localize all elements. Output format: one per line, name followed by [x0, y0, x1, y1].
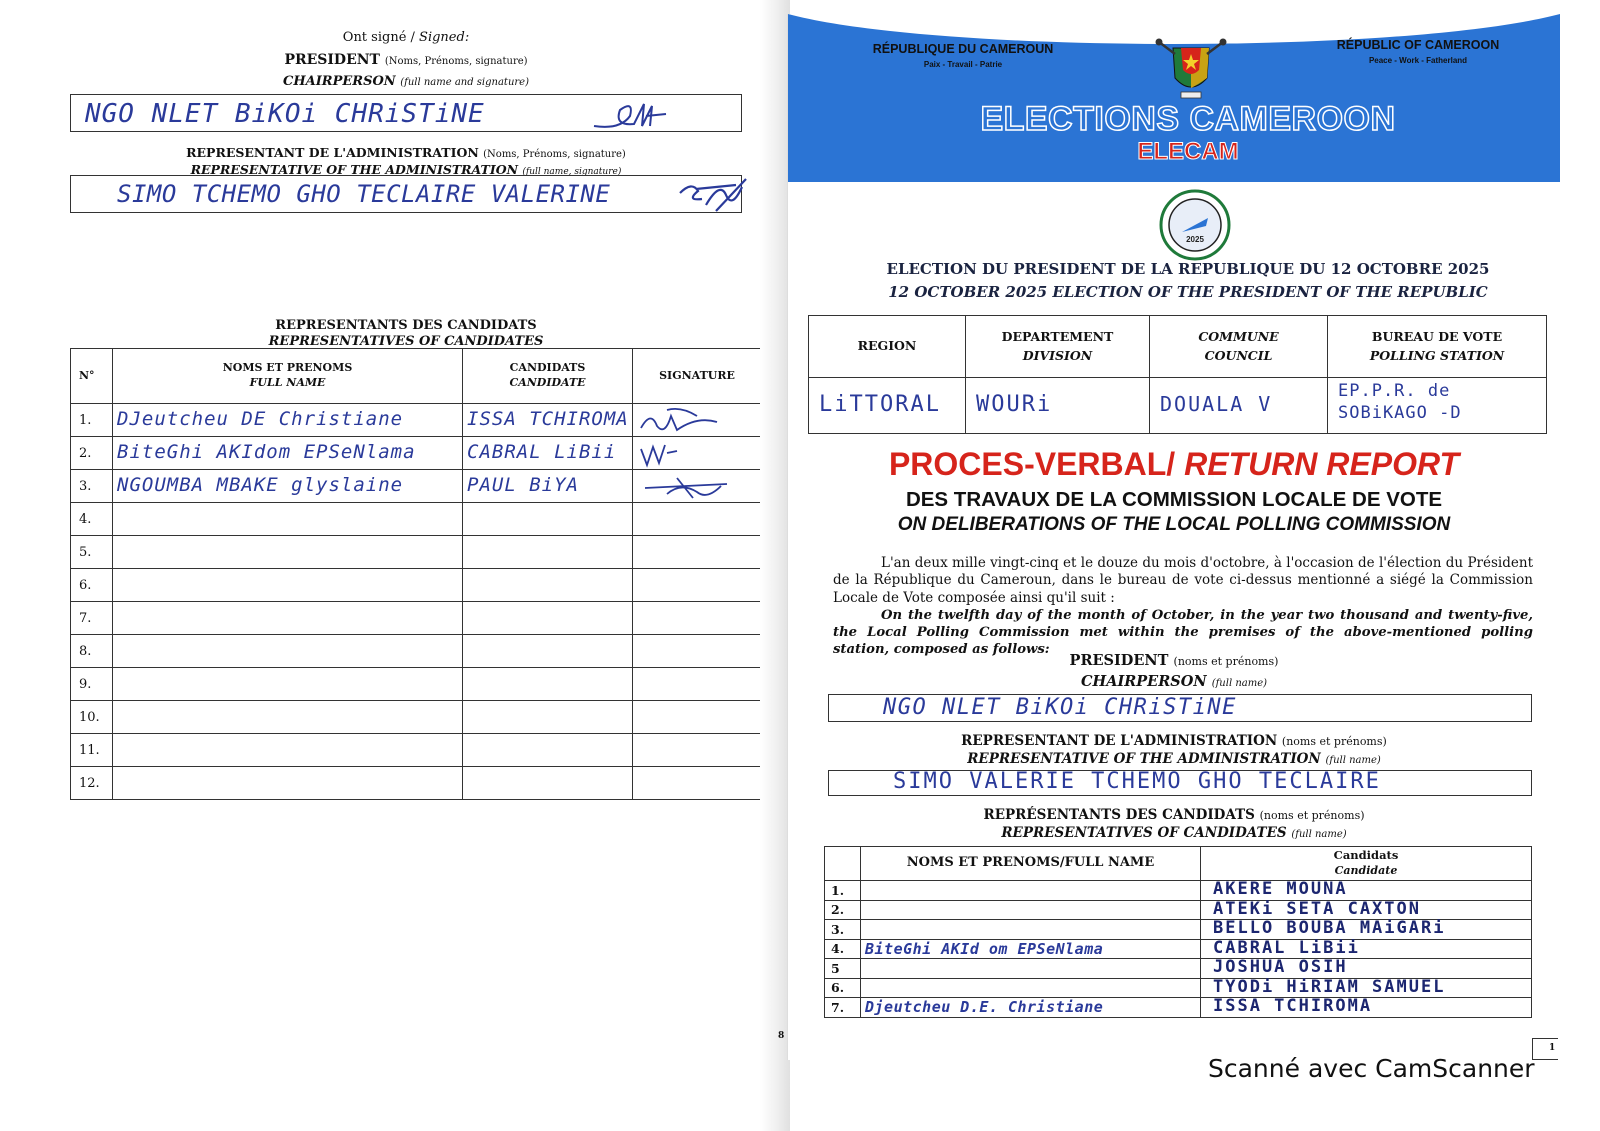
table-row: [825, 998, 1532, 1018]
candidate-cell: [463, 569, 633, 602]
department-label: DEPARTEMENT: [1001, 329, 1114, 345]
signature-cell: [633, 668, 762, 701]
r-admin-label-en: REPRESENTATIVE OF THE ADMINISTRATION: [967, 751, 1321, 767]
election-badge-icon: [1158, 188, 1232, 262]
candidate-cell: [463, 503, 633, 536]
rep-name: BiteGhi AKIdom EPSeNlama: [117, 441, 416, 463]
col-candidate-header: [463, 349, 633, 404]
rep-name-cell: [861, 939, 1201, 959]
president-name: NGO NLET BiKOi CHRiSTiNE: [85, 99, 485, 129]
admin-label-en: REPRESENTATIVE OF THE ADMINISTRATION: [190, 162, 519, 177]
table-row: [825, 881, 1532, 901]
row-number: 5: [825, 959, 861, 979]
station-label: POLLING STATION: [1369, 347, 1505, 363]
banner-acronym: ELECAM: [1137, 138, 1239, 165]
location-values-row: [809, 378, 1547, 434]
candidate-name: TYODi HiRIAM SAMUEL: [1213, 976, 1446, 997]
region-cell: [809, 378, 966, 434]
left-reps-table: [70, 348, 762, 800]
division-header: [966, 316, 1150, 378]
signed-fr: Ont signé: [342, 30, 407, 45]
row-number: 8.: [71, 635, 113, 668]
r-reps-note-en: (full name): [1291, 829, 1347, 840]
reps-heading-en: REPRESENTATIVES OF CANDIDATES: [268, 334, 544, 349]
division-value: WOURi: [976, 392, 1053, 417]
banner-title: ELECTIONS CAMEROON: [980, 100, 1396, 138]
coat-of-arms-icon: [1151, 34, 1231, 106]
row-number: 4.: [825, 939, 861, 959]
rep-name-cell: [113, 701, 463, 734]
division-label: DIVISION: [1022, 347, 1093, 363]
rep-name-cell: [861, 920, 1201, 940]
station-cell: [1328, 378, 1547, 434]
row-number: 10.: [71, 701, 113, 734]
rep-name: NGOUMBA MBAKE glyslaine: [117, 474, 404, 496]
r-president-label: PRESIDENT: [1069, 652, 1169, 669]
row-number: 1.: [825, 881, 861, 901]
r-reps-label: REPRÉSENTANTS DES CANDIDATS: [983, 807, 1255, 823]
location-table: [808, 315, 1547, 434]
rep-name-cell: [113, 602, 463, 635]
admin-signature: [676, 175, 756, 219]
candidate-cell: [463, 635, 633, 668]
r-admin-heading-en: [788, 751, 1560, 767]
rep-name-cell: [113, 668, 463, 701]
r-president-name-field: [828, 694, 1532, 722]
candidate-name: CABRAL LiBii: [1213, 937, 1360, 958]
table-row: [71, 767, 762, 800]
president-signature: [590, 96, 670, 136]
report-subtitle-en: ON DELIBERATIONS OF THE LOCAL POLLING COMMISSION: [897, 514, 1451, 535]
region-value: LiTTORAL: [819, 392, 941, 417]
bureau-label: BUREAU DE VOTE: [1371, 329, 1503, 345]
signature-cell: [633, 437, 762, 470]
r-president-name: NGO NLET BiKOi CHRiSTiNE: [883, 695, 1237, 720]
admin-note-en: (full name, signature): [522, 167, 622, 177]
council-cell: [1150, 378, 1328, 434]
republic-fr: RÉPUBLIQUE DU CAMEROUN: [872, 42, 1054, 56]
signature-cell: [633, 569, 762, 602]
table-row: [71, 404, 762, 437]
row-number: 3.: [71, 470, 113, 503]
table-row: [825, 920, 1532, 940]
report-title-fr: PROCES-VERBAL/: [888, 446, 1176, 482]
signature-cell: [633, 503, 762, 536]
table-row: [71, 668, 762, 701]
candidate-name: CABRAL LiBii: [467, 441, 617, 463]
row-number: 3.: [825, 920, 861, 940]
representative-signature: [637, 439, 747, 469]
r-reps-heading: [788, 807, 1560, 823]
signature-cell: [633, 536, 762, 569]
candidate-cell: [463, 437, 633, 470]
election-title-fr: ELECTION DU PRESIDENT DE LA REPUBLIQUE DU 12 OCTOBRE 2025: [886, 260, 1490, 278]
location-header-row: [809, 316, 1547, 378]
r-chairperson-note: (full name): [1211, 678, 1268, 689]
right-page: [778, 14, 1559, 1060]
signature-cell: [633, 734, 762, 767]
candidate-cell: [1201, 939, 1532, 959]
candidate-cell: [1201, 978, 1532, 998]
r-admin-note-en: (full name): [1325, 755, 1381, 766]
candidate-cell: [463, 404, 633, 437]
candidate-name: ISSA TCHIROMA: [1213, 996, 1373, 1016]
council-value: DOUALA V: [1160, 392, 1273, 416]
col-name-header: [113, 349, 463, 404]
candidate-name: JOSHUA OSIH: [1213, 957, 1348, 977]
table-row: [71, 635, 762, 668]
row-number: 4.: [71, 503, 113, 536]
table-header-row: [71, 349, 762, 404]
republic-en: RÉPUBLIC OF CAMEROON: [1336, 38, 1500, 52]
rep-name-cell: [113, 404, 463, 437]
candidate-cell: [1201, 881, 1532, 901]
candidate-cell: [463, 767, 633, 800]
left-page: [0, 0, 785, 1131]
signature-cell: [633, 635, 762, 668]
r-admin-heading: [788, 733, 1560, 749]
signature-cell: [633, 404, 762, 437]
candidate-name: BELLO BOUBA MAiGARi: [1213, 918, 1446, 938]
admin-name: SIMO TCHEMO GHO TECLAIRE VALERINE: [117, 180, 611, 208]
r-col-candidate-en: Candidate: [1334, 864, 1398, 878]
signature-cell: [633, 767, 762, 800]
rep-name-cell: [113, 635, 463, 668]
signature-cell: [633, 470, 762, 503]
rep-name: DJeutcheu DE Christiane: [117, 408, 404, 430]
table-row: [71, 437, 762, 470]
candidate-cell: [1201, 900, 1532, 920]
col-name-fr: NOMS ET PRENOMS: [222, 361, 353, 375]
table-row: [825, 939, 1532, 959]
station-line1: EP.P.R. de: [1338, 381, 1451, 401]
rep-name-cell: [113, 767, 463, 800]
candidate-cell: [463, 668, 633, 701]
signature-cell: [633, 701, 762, 734]
candidate-cell: [463, 734, 633, 767]
badge-year: 2025: [1186, 235, 1204, 244]
signed-heading: Ont signé / Signed:: [342, 30, 470, 45]
row-number: 7.: [825, 998, 861, 1018]
chairperson-heading: [70, 74, 742, 89]
table-row: [825, 959, 1532, 979]
candidate-name: AKERE MOUNA: [1213, 879, 1348, 899]
r-table-header-row: [825, 847, 1532, 881]
col-signature-header: SIGNATURE: [633, 349, 762, 404]
division-cell: [966, 378, 1150, 434]
candidate-cell: [463, 701, 633, 734]
r-col-name-header: NOMS ET PRENOMS/FULL NAME: [861, 847, 1201, 881]
r-reps-heading-en: [788, 825, 1560, 841]
row-number: 11.: [71, 734, 113, 767]
col-name-en: FULL NAME: [249, 376, 326, 389]
president-heading: [70, 52, 742, 68]
candidate-cell: [1201, 920, 1532, 940]
representative-signature: [637, 472, 747, 502]
table-row: [825, 978, 1532, 998]
motto-fr: Paix - Travail - Patrie: [923, 60, 1003, 69]
intro-paragraph-en: On the twelfth day of the month of October, in the year two thousand and twenty-five, the Local Polling Commission met within the premises of the above-mentioned polling station, composed as follows:: [833, 608, 1533, 657]
row-number: 2.: [71, 437, 113, 470]
motto-en: Peace - Work - Fatherland: [1368, 56, 1468, 65]
candidate-cell: [1201, 998, 1532, 1018]
r-admin-name-field: [828, 770, 1532, 796]
candidate-cell: [463, 536, 633, 569]
row-number: 1.: [71, 404, 113, 437]
r-chairperson-label: CHAIRPERSON: [1080, 673, 1207, 690]
candidate-cell: [463, 602, 633, 635]
table-row: [71, 734, 762, 767]
page-fold: [760, 0, 790, 1131]
rep-name-cell: [113, 503, 463, 536]
table-row: [71, 602, 762, 635]
rep-name-cell: [113, 734, 463, 767]
admin-heading: [70, 145, 742, 160]
signature-cell: [633, 602, 762, 635]
station-line2: SOBiKAGO -D: [1338, 403, 1462, 424]
col-num-header: N°: [71, 349, 113, 404]
rep-name-cell: [861, 998, 1201, 1018]
row-number: 2.: [825, 900, 861, 920]
col-candidate-en: CANDIDATE: [509, 376, 586, 389]
row-number: 6.: [825, 978, 861, 998]
candidate-name: ATEKi SETA CAXTON: [1213, 898, 1421, 919]
table-row: [71, 470, 762, 503]
row-number: 6.: [71, 569, 113, 602]
scanner-watermark: Scanné avec CamScanner: [1208, 1054, 1535, 1083]
r-chairperson-heading: [788, 673, 1560, 690]
candidate-cell: [1201, 959, 1532, 979]
chairperson-note: (full name and signature): [400, 77, 529, 88]
reps-heading: REPRESENTANTS DES CANDIDATS: [275, 318, 537, 333]
candidate-name: PAUL BiYA: [467, 474, 579, 496]
row-number: 7.: [71, 602, 113, 635]
chairperson-label: CHAIRPERSON: [283, 74, 396, 89]
r-col-candidate-header: [1201, 847, 1532, 881]
president-label: PRESIDENT: [284, 52, 380, 68]
admin-name-field: [70, 175, 742, 213]
page-number-left: 8: [778, 1031, 785, 1041]
r-col-candidate-fr: Candidats: [1333, 848, 1399, 863]
rep-name-cell: [861, 959, 1201, 979]
commune-label: COMMUNE: [1198, 329, 1279, 345]
r-president-note: (noms et prénoms): [1173, 655, 1279, 668]
admin-note: (Noms, Prénoms, signature): [483, 149, 626, 160]
row-number: 9.: [71, 668, 113, 701]
page-number-right: 1: [1532, 1038, 1558, 1060]
station-value: [1338, 380, 1462, 424]
row-number: 5.: [71, 536, 113, 569]
report-title-en: RETURN REPORT: [1175, 446, 1460, 482]
candidate-name: ISSA TCHIROMA: [467, 408, 629, 430]
table-row: [71, 536, 762, 569]
rep-name-cell: [113, 569, 463, 602]
intro-paragraph-fr: L'an deux mille vingt-cinq et le douze du mois d'octobre, à l'occasion de l'élection du Président de la République du Cameroun, dans le bureau de vote ci-dessus mentionné a siégé la Commission Locale de Vote composée ainsi qu'il suit :: [833, 555, 1533, 606]
report-title: [788, 446, 1560, 483]
r-reps-note: (noms et prénoms): [1259, 809, 1365, 822]
region-header: REGION: [809, 316, 966, 378]
signed-en: Signed:: [419, 30, 470, 45]
table-row: [71, 701, 762, 734]
row-number: 12.: [71, 767, 113, 800]
right-reps-table: [824, 846, 1532, 1018]
rep-name-cell: [861, 881, 1201, 901]
r-reps-label-en: REPRESENTATIVES OF CANDIDATES: [1001, 825, 1287, 841]
admin-label: REPRESENTANT DE L'ADMINISTRATION: [186, 145, 479, 160]
table-row: [71, 569, 762, 602]
president-note: (Noms, Prénoms, signature): [384, 56, 528, 67]
rep-name-cell: [113, 470, 463, 503]
rep-name: Djeutcheu D.E. Christiane: [865, 998, 1104, 1016]
election-title-en: 12 OCTOBER 2025 ELECTION OF THE PRESIDENT OF THE REPUBLIC: [888, 283, 1488, 301]
rep-name-cell: [861, 900, 1201, 920]
representative-signature: [637, 406, 747, 436]
r-president-heading: [788, 652, 1560, 669]
council-header: [1150, 316, 1328, 378]
table-row: [71, 503, 762, 536]
report-subtitle-fr: DES TRAVAUX DE LA COMMISSION LOCALE DE VOTE: [905, 488, 1443, 511]
table-row: [825, 900, 1532, 920]
r-col-num-header: [825, 847, 861, 881]
r-admin-note: (noms et prénoms): [1281, 735, 1387, 748]
station-header: [1328, 316, 1547, 378]
rep-name-cell: [113, 536, 463, 569]
r-admin-name: SIMO VALERIE TCHEMO GHO TECLAIRE: [893, 769, 1381, 794]
r-admin-label: REPRESENTANT DE L'ADMINISTRATION: [961, 733, 1278, 749]
council-label: COUNCIL: [1204, 347, 1273, 363]
rep-name-cell: [861, 978, 1201, 998]
col-candidate-fr: CANDIDATS: [509, 361, 586, 375]
rep-name: BiteGhi AKId om EPSeNlama: [865, 939, 1104, 958]
candidate-cell: [463, 470, 633, 503]
rep-name-cell: [113, 437, 463, 470]
